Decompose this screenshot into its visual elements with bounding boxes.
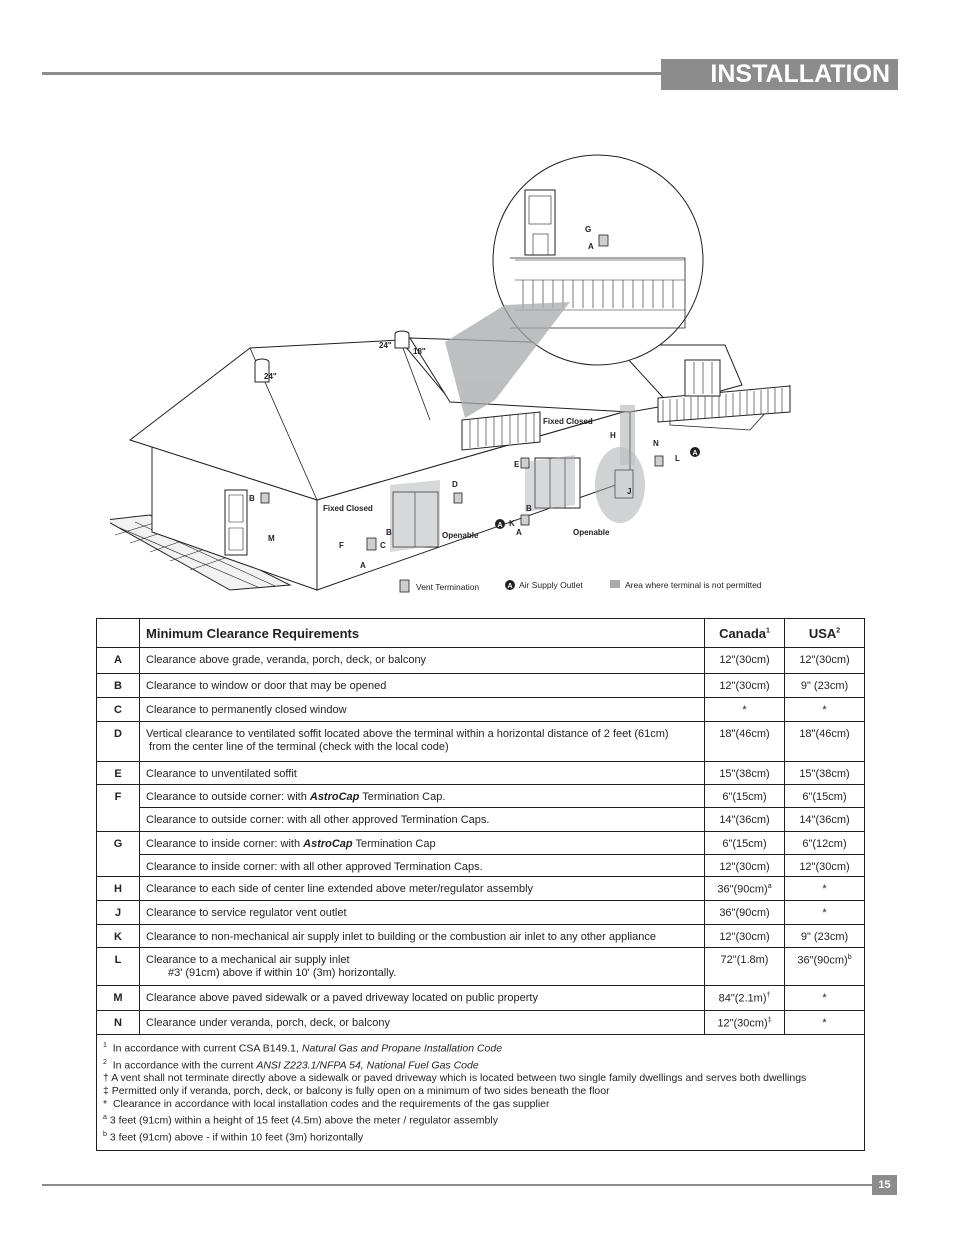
vent-termination-icon (400, 580, 409, 592)
label-n: N (653, 439, 659, 448)
label-l: L (675, 454, 680, 463)
label-c: C (380, 541, 386, 550)
row-desc-line2: #3' (91cm) above if within 10' (3m) horizontally. (168, 967, 397, 979)
row-canada: 15"(38cm) (705, 762, 785, 785)
row-code: D (97, 722, 140, 762)
label-b1: B (249, 494, 255, 503)
footnote-mark: * (103, 1098, 108, 1110)
legend-vent: Vent Termination (416, 582, 480, 592)
label-m: M (268, 534, 275, 543)
row-code: G (97, 832, 140, 877)
label-e: E (514, 460, 520, 469)
row-usa-value: 36"(90cm) (797, 954, 848, 967)
footnote (103, 1085, 858, 1098)
air-marker-2-label: A (692, 450, 698, 457)
row-usa: 14"(36cm) (785, 808, 865, 832)
footnote-mark: a (103, 1114, 107, 1121)
label-24-top: 24" (379, 341, 392, 350)
section-title: INSTALLATION (661, 59, 898, 90)
label-openable-left: Openable (442, 531, 479, 540)
row-canada (705, 1011, 785, 1035)
label-openable-right: Openable (573, 528, 610, 537)
row-canada (705, 877, 785, 901)
row-desc (140, 948, 705, 986)
row-code: C (97, 698, 140, 722)
row-canada-sup: † (766, 992, 771, 999)
row-desc: Clearance above paved sidewalk or a paved driveway located on public property (140, 986, 705, 1011)
row-code: K (97, 925, 140, 948)
label-b3: B (526, 504, 532, 513)
footnote-mark: 1 (103, 1042, 107, 1049)
row-desc-brand: AstroCap (309, 791, 360, 803)
row-code: J (97, 901, 140, 925)
row-desc-line1: Clearance to a mechanical air supply inlet (146, 954, 350, 966)
row-desc: Clearance to non-mechanical air supply inlet to building or the combustion air inlet to any other appliance (140, 925, 705, 948)
header-rule (42, 72, 662, 75)
footnote-mark: † (103, 1072, 109, 1084)
footnote-emphasis: ANSI Z223.1/NFPA 54, National Fuel Gas Code (256, 1059, 479, 1071)
table-row (97, 1011, 865, 1035)
row-usa: * (785, 901, 865, 925)
table-row (97, 722, 865, 762)
row-canada: * (705, 698, 785, 722)
row-code: E (97, 762, 140, 785)
row-usa: 12"(30cm) (785, 648, 865, 674)
footnote-text: A vent shall not terminate directly above a sidewalk or paved driveway which is located between two single family dwellings and serves both dwellings (111, 1072, 807, 1084)
row-usa: * (785, 1011, 865, 1035)
header-usa-label: USA (808, 625, 837, 641)
row-usa: 6"(12cm) (785, 832, 865, 855)
row-desc: Clearance to window or door that may be opened (140, 674, 705, 698)
footnote-text: In accordance with current CSA B149.1, (112, 1042, 302, 1055)
row-desc: Clearance under veranda, porch, deck, or balcony (140, 1011, 705, 1035)
table-row (97, 762, 865, 785)
row-usa: 6"(15cm) (785, 785, 865, 808)
label-a3: A (588, 242, 594, 251)
label-d: D (452, 480, 458, 489)
row-canada: 6"(15cm) (705, 785, 785, 808)
label-24-left: 24" (264, 372, 277, 381)
row-desc-line1: Vertical clearance to ventilated soffit located above the terminal within a horizontal distance of 2 feet (61cm) (146, 728, 669, 740)
table-row (97, 901, 865, 925)
row-code: M (97, 986, 140, 1011)
row-usa-sup: b (847, 954, 852, 961)
row-desc: Clearance to outside corner: with all other approved Termination Caps. (140, 808, 705, 832)
table-row (97, 648, 865, 674)
row-canada: 14"(36cm) (705, 808, 785, 832)
row-desc: Clearance to unventilated soffit (140, 762, 705, 785)
row-usa (785, 948, 865, 986)
row-desc (140, 722, 705, 762)
label-f: F (339, 541, 344, 550)
row-usa: 12"(30cm) (785, 855, 865, 877)
header-usa-sup: 2 (836, 627, 841, 635)
row-usa: * (785, 698, 865, 722)
clearance-table (96, 618, 865, 1151)
row-desc-pre: Clearance to inside corner: with (146, 838, 304, 850)
row-usa: * (785, 877, 865, 901)
row-canada-value: 84"(2.1m) (718, 992, 767, 1005)
table-row (97, 948, 865, 986)
row-desc: Clearance to permanently closed window (140, 698, 705, 722)
header-canada (705, 619, 785, 648)
row-usa: * (785, 986, 865, 1011)
row-canada-value: 12"(30cm) (717, 1017, 768, 1030)
row-canada-value: 36"(90cm) (717, 883, 768, 896)
label-h: H (610, 431, 616, 440)
row-code: A (97, 648, 140, 674)
label-b2: B (386, 528, 392, 537)
row-usa: 9" (23cm) (785, 674, 865, 698)
row-code: N (97, 1011, 140, 1035)
label-j: J (627, 487, 632, 496)
table-footnotes (97, 1035, 865, 1151)
row-usa: 15"(38cm) (785, 762, 865, 785)
footnote-text: Permitted only if veranda, porch, deck, or balcony is fully open on a minimum of two sides beneath the floor (111, 1085, 610, 1097)
footnote-text: In accordance with the current (112, 1059, 257, 1071)
page-number: 15 (872, 1175, 897, 1195)
table-row (97, 877, 865, 901)
row-canada: 12"(30cm) (705, 674, 785, 698)
label-a1: A (360, 561, 366, 570)
legend-air-mark: A (507, 583, 513, 590)
footnote (103, 1039, 858, 1056)
row-code: L (97, 948, 140, 986)
header-canada-label: Canada (719, 625, 767, 641)
restricted-area-icon (610, 580, 620, 588)
footnote-emphasis: Natural Gas and Propane Installation Code (301, 1042, 503, 1055)
row-desc: Clearance to service regulator vent outlet (140, 901, 705, 925)
footnote-text: Clearance in accordance with local installation codes and the requirements of the gas supplier (112, 1098, 550, 1110)
legend-air: Air Supply Outlet (519, 580, 583, 590)
label-g: G (585, 225, 592, 234)
row-desc-pre: Clearance to outside corner: with (146, 791, 310, 803)
footnote-text: 3 feet (91cm) above - if within 10 feet (3m) horizontally (109, 1131, 364, 1143)
row-canada: 36"(90cm) (705, 901, 785, 925)
footnote (103, 1072, 858, 1085)
footer-rule (42, 1184, 872, 1186)
label-18: 18" (413, 347, 426, 356)
row-code: F (97, 785, 140, 832)
row-desc: Clearance to inside corner: with all other approved Termination Caps. (140, 855, 705, 877)
row-canada: 72"(1.8m) (705, 948, 785, 986)
air-marker-1-label: A (497, 522, 503, 529)
diagram-legend (400, 580, 762, 592)
table-row (97, 925, 865, 948)
row-canada: 18"(46cm) (705, 722, 785, 762)
footnote-mark: b (103, 1130, 107, 1138)
row-desc: Clearance to each side of center line extended above meter/regulator assembly (140, 877, 705, 901)
table-row (97, 674, 865, 698)
row-usa: 18"(46cm) (785, 722, 865, 762)
row-canada: 6"(15cm) (705, 832, 785, 855)
footnote-mark: 2 (103, 1058, 107, 1066)
label-fixed-closed-left: Fixed Closed (323, 504, 373, 513)
table-row (97, 986, 865, 1011)
label-k: K (509, 519, 515, 528)
row-canada-sup: a (767, 883, 772, 890)
row-desc-post: Termination Cap. (359, 791, 446, 803)
label-fixed-closed-right: Fixed Closed (543, 417, 593, 426)
row-code: B (97, 674, 140, 698)
footnote-mark: ‡ (103, 1085, 109, 1097)
header-title: Minimum Clearance Requirements (140, 619, 705, 648)
footnote (103, 1056, 858, 1073)
row-canada-sup: ‡ (767, 1017, 772, 1024)
row-code: H (97, 877, 140, 901)
row-desc-brand: AstroCap (303, 838, 353, 850)
table-row (97, 808, 865, 832)
table-header-row (97, 619, 865, 648)
row-desc-line2: from the center line of the terminal (check with the local code) (146, 741, 449, 753)
row-canada: 12"(30cm) (705, 925, 785, 948)
footnote-text: 3 feet (91cm) within a height of 15 feet (4.5m) above the meter / regulator assembly (109, 1114, 498, 1127)
row-desc-post: Termination Cap (352, 838, 436, 850)
table-notes-row (97, 1035, 865, 1151)
row-canada: 12"(30cm) (705, 648, 785, 674)
header-canada-sup: 1 (766, 627, 770, 635)
footnote (103, 1098, 858, 1111)
row-usa: 9" (23cm) (785, 925, 865, 948)
label-a2: A (516, 528, 522, 537)
header-code (97, 619, 140, 648)
row-desc: Clearance above grade, veranda, porch, deck, or balcony (140, 648, 705, 674)
footnote (103, 1128, 858, 1145)
row-canada: 12"(30cm) (705, 855, 785, 877)
table-row (97, 832, 865, 855)
house-clearance-diagram (110, 150, 810, 600)
row-desc (140, 785, 705, 808)
table-row (97, 698, 865, 722)
table-row (97, 855, 865, 877)
row-canada (705, 986, 785, 1011)
row-desc (140, 832, 705, 855)
table-row (97, 785, 865, 808)
footnote (103, 1111, 858, 1128)
legend-area: Area where terminal is not permitted (625, 580, 762, 590)
header-usa (785, 619, 865, 648)
